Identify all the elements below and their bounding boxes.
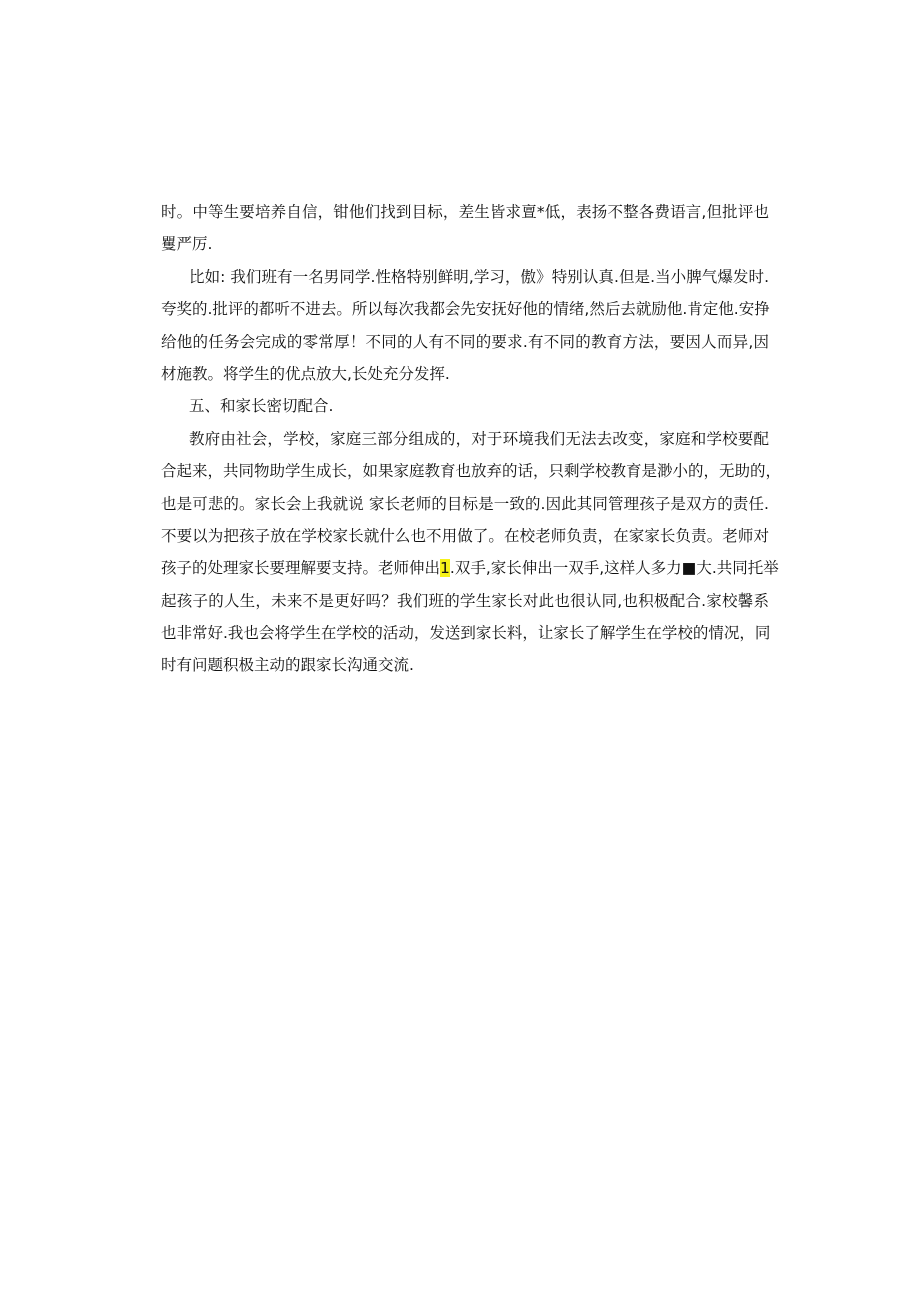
text-line: 起孩子的人生，未来不是更好吗？我们班的学生家长对此也很认同,也积极配合.家校馨系 xyxy=(161,591,769,610)
text-line: 比如: 我们班有一名男同学.性格特别鲜明,学习，傲》特别认真.但是.当小脾气爆发时. xyxy=(189,267,769,286)
section-heading xyxy=(161,390,769,422)
text-line: 教府由社会，学校，家庭三部分组成的，对于环境我们无法去改变，家庭和学校要配 xyxy=(189,429,769,448)
text-line: 也非常好.我也会将学生在学校的活动，发送到家长料，让家长了解学生在学校的情况，同 xyxy=(161,624,771,643)
text-segment: 孩子的处理家长要理解要支持。老师伸出 xyxy=(161,559,441,578)
text-line: 不要以为把孩子放在学校家长就什么也不用做了。在校老师负责，在家家长负责。老师对 xyxy=(161,526,769,545)
highlighted-text: 1 xyxy=(440,559,450,578)
text-line: 时有问题积极主动的跟家长沟通交流. xyxy=(161,656,414,675)
paragraph xyxy=(161,261,769,391)
text-line: 材施教。将学生的优点放大,长处充分发挥. xyxy=(161,364,450,383)
text-line: 时。中等生要培养自信，钳他们找到目标，差生皆求亶*低，表扬不整各费语言,但批评也 xyxy=(161,203,769,221)
text-line-with-highlight xyxy=(161,552,779,584)
text-line: 也是可悲的。家长会上我就说 家长老师的目标是一致的.因此其同管理孩子是双方的责任. xyxy=(161,494,769,513)
paragraph xyxy=(161,196,769,261)
text-line: 合起来，共同物助学生成长，如果家庭教育也放弃的话，只剩学校教育是渺小的，无助的， xyxy=(161,462,782,481)
text-line: 给他的任务会完成的零常厚！不同的人有不同的要求.有不同的教育方法，要因人而异,因 xyxy=(161,332,769,351)
section-heading-text: 五、和家长密切配合. xyxy=(189,397,334,416)
text-segment: .双手,家长伸出一双手,这样人多力■大.共同托举 xyxy=(449,559,779,578)
paragraph xyxy=(161,423,782,682)
body-text xyxy=(161,196,782,682)
text-line: 夸奖的.批评的都听不进去。所以每次我都会先安抚好他的情绪,然后去就励他.肯定他.安挣 xyxy=(161,300,770,319)
text-line: 矍严厉. xyxy=(161,235,213,254)
